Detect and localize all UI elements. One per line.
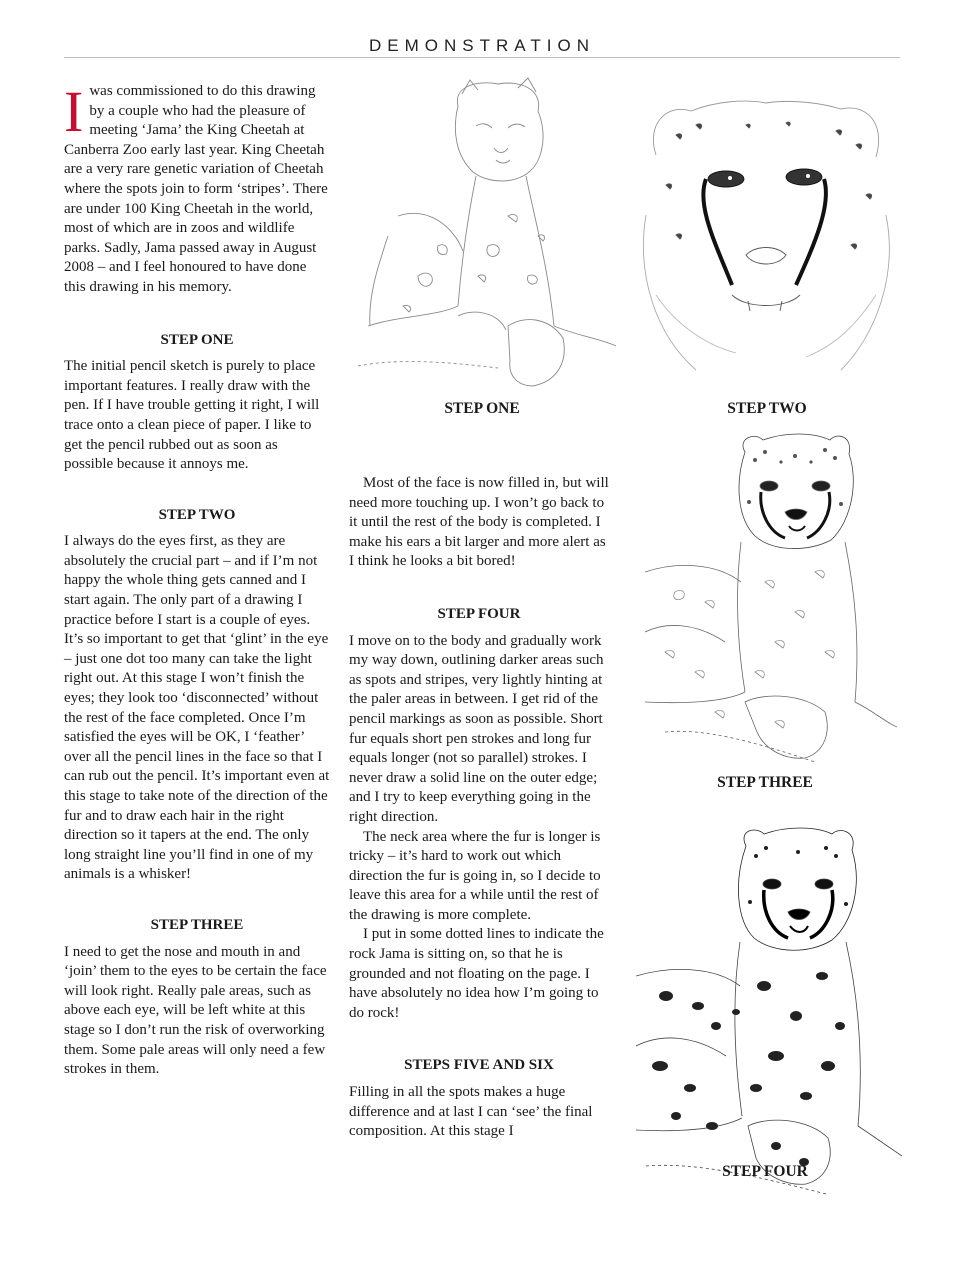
step-three-drawing-image <box>645 432 897 772</box>
step-one-text: The initial pencil sketch is purely to place important features. I really draw with the pen. If I have trouble getting it right, I will trace onto a clean piece of paper. I like to get the pencil rubbed out as soon as possible because it annoys me. <box>64 358 320 473</box>
caption-step-three: STEP THREE <box>717 774 813 791</box>
intro-paragraph <box>64 79 330 298</box>
middle-column <box>349 474 609 1142</box>
caption-step-two: STEP TWO <box>727 400 807 417</box>
caption-step-one: STEP ONE <box>444 400 520 417</box>
steps-five-six-text: Filling in all the spots makes a huge difference and at last I can ‘see’ the final composition. At this stage I <box>349 1084 593 1140</box>
step-four-text-3: I put in some dotted lines to indicate the rock Jama is sitting on, so that he is grounded and not floating on the page. I have absolutely no idea how I’m going to do rock! <box>349 926 604 1021</box>
steps-five-six-heading: STEPS FIVE AND SIX <box>404 1057 554 1074</box>
intro-text: was commissioned to do this drawing by a couple who had the pleasure of meeting ‘Jama’ the King Cheetah at Canberra Zoo early last year. King Cheetah are a very rare genetic variation of Cheetah where the spots join to form ‘stripes’. There are under 100 King Cheetah in the world, most of which are in zoos and wildlife parks. Sadly, Jama passed away in August 2008 – and I feel honoured to have done this drawing in his memory. <box>64 83 328 295</box>
page-header: DEMONSTRATION <box>369 36 595 55</box>
drop-cap: I <box>64 79 84 144</box>
step-one-heading: STEP ONE <box>160 331 234 348</box>
left-column <box>64 79 330 1080</box>
step-three-heading: STEP THREE <box>150 916 244 933</box>
header-rule <box>64 57 900 58</box>
continued-text: Most of the face is now filled in, but will need more touching up. I won’t go back to it until the rest of the body is completed. I make his ears a bit larger and more alert as I think he looks a bit bored! <box>349 475 609 570</box>
step-three-text: I need to get the nose and mouth in and ‘join’ them to the eyes to be certain the face will look right. Really pale areas, such as above each eye, will be left white at this stage so I don’t run the risk of overworking them. Some pale areas will only need a few strokes in them. <box>64 943 327 1078</box>
step-one-sketch-image <box>358 76 620 394</box>
step-two-text: I always do the eyes first, as they are absolutely the crucial part – and if I’m not happy the whole thing gets canned and I start again. The only part of a drawing I practice before I start is a couple of eyes. It’s so important to get that ‘glint’ in the eye – just one dot too many can take the light right out. At this stage I won’t finish the eyes; they look too ‘disconnected’ without the rest of the face completed. Once I’m satisfied the eyes will be OK, I ‘feather’ over all the pencil lines in the face so that I can rub out the pencil. It’s important even at this stage to take note of the direction of the fur and to draw each hair in the right direction so it tapers at the end. The only long straight line you’ll find in one of my animals is a whisker! <box>64 533 330 883</box>
step-four-heading: STEP FOUR <box>437 605 521 622</box>
caption-step-four: STEP FOUR <box>722 1163 808 1180</box>
step-four-drawing-image <box>636 826 902 1196</box>
step-two-face-image <box>636 95 898 375</box>
step-four-text-2: The neck area where the fur is longer is tricky – it’s hard to work out which direction the fur is going in, so I decide to leave this area for a while until the rest of the drawing is more complete. <box>349 828 601 923</box>
step-four-text-1: I move on to the body and gradually work my way down, outlining darker areas such as spots and stripes, very lightly hinting at the paler areas in between. I get rid of the pencil markings as soon as possible. Short fur equals short pen strokes and long fur equals longer (not so parallel) strokes. I never draw a solid line on the outer edge; and I try to keep everything going in the right direction. <box>349 632 604 825</box>
step-two-heading: STEP TWO <box>158 506 236 523</box>
